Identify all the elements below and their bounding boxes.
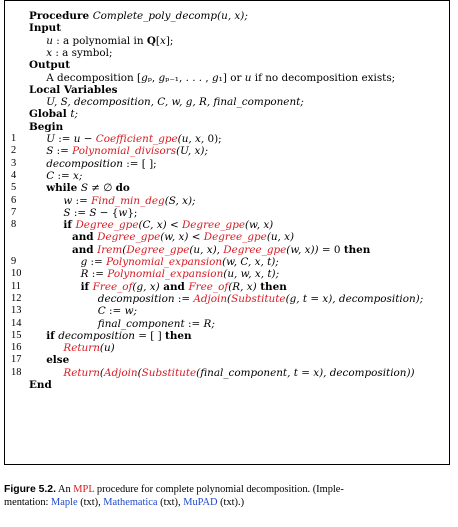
- line-body: [46, 145, 208, 157]
- code-token: Q: [146, 34, 156, 47]
- procedure-link[interactable]: Coefficient_gpe: [95, 133, 178, 145]
- line-body: [98, 318, 215, 330]
- code-token: u: [244, 71, 252, 84]
- line-body: [29, 22, 61, 34]
- procedure-link[interactable]: Return: [63, 342, 100, 355]
- code-token: decomposition: [97, 292, 175, 305]
- mathematica-link[interactable]: Mathematica: [103, 497, 158, 508]
- line-body: [46, 96, 304, 108]
- code-token: x: [46, 46, 53, 59]
- code-token: ];: [165, 34, 174, 47]
- code-token: (final_component,: [196, 366, 294, 379]
- line-number: 8: [11, 219, 17, 231]
- procedure-link[interactable]: Adjoin: [193, 292, 228, 305]
- code-token: :=: [184, 317, 204, 330]
- procedure-link[interactable]: Return: [63, 366, 100, 379]
- line-body: [63, 342, 114, 354]
- line-body: [46, 170, 82, 182]
- figure-label: Figure 5.2.: [4, 484, 56, 495]
- code-token: (u, x);: [217, 10, 248, 22]
- mupad-link[interactable]: MuPAD: [183, 497, 218, 508]
- procedure-link[interactable]: Polynomial_divisors: [72, 145, 177, 158]
- code-token: Output: [29, 59, 71, 72]
- line-body: [98, 305, 137, 317]
- code-token: and: [72, 231, 98, 244]
- line-number: 15: [11, 329, 22, 341]
- code-token: (w, x)): [286, 243, 319, 256]
- procedure-listing: [5, 1, 449, 464]
- code-token: (u, x,: [177, 133, 208, 145]
- code-token: (: [99, 366, 104, 379]
- code-token: and: [159, 280, 189, 293]
- code-token: S: [63, 206, 71, 219]
- code-token: C: [46, 169, 55, 182]
- code-token: ₁] or: [218, 71, 245, 84]
- line-body: [46, 330, 191, 342]
- code-token: Complete_poly_decomp: [92, 10, 218, 22]
- procedure-link[interactable]: Free_of: [188, 280, 229, 293]
- code-token: :=: [174, 292, 194, 305]
- line-body: [46, 158, 156, 170]
- code-token: (w, C, x, t);: [222, 256, 279, 268]
- line-number: 11: [11, 280, 22, 292]
- code-token: and: [72, 243, 98, 256]
- code-token: u: [46, 34, 53, 47]
- code-token: = [ ]: [134, 329, 166, 342]
- code-token: :=: [88, 268, 108, 281]
- code-token: Begin: [29, 120, 64, 133]
- code-token: Procedure: [29, 10, 93, 22]
- code-token: then: [165, 329, 192, 342]
- code-token: decomposition: [46, 157, 123, 170]
- code-token: (u, x),: [189, 243, 224, 256]
- code-token: decomposition: [58, 329, 135, 342]
- line-body: [29, 108, 78, 120]
- procedure-link[interactable]: Find_min_deg: [91, 194, 165, 207]
- procedure-link[interactable]: Polynomial_expansion: [106, 256, 223, 268]
- code-token: x;: [72, 169, 83, 182]
- procedure-link[interactable]: Degree_gpe: [126, 243, 190, 256]
- algorithm-frame: [4, 0, 450, 465]
- caption-text: mentation:: [4, 497, 52, 508]
- code-token: R;: [203, 317, 215, 330]
- code-token: then: [343, 243, 371, 256]
- code-token: C: [97, 305, 106, 318]
- line-body: [63, 195, 195, 207]
- procedure-link[interactable]: Irem: [97, 243, 123, 256]
- line-number: 2: [11, 145, 17, 157]
- code-token: w: [63, 194, 73, 207]
- code-token: :=: [105, 305, 125, 318]
- line-number: 17: [11, 354, 22, 366]
- code-token: if no decomposition exists;: [251, 71, 396, 84]
- procedure-link[interactable]: Polynomial_expansion: [107, 268, 224, 281]
- code-token: 0);: [207, 133, 222, 145]
- code-token: A decomposition [: [46, 71, 142, 84]
- code-token: Input: [29, 22, 62, 35]
- code-token: :=: [54, 169, 73, 182]
- line-body: [81, 281, 287, 293]
- line-body: [98, 293, 423, 305]
- line-number: 1: [11, 133, 17, 144]
- code-token: do: [115, 182, 130, 195]
- code-token: <: [166, 219, 182, 232]
- caption-text: An: [55, 484, 74, 495]
- line-body: [29, 59, 70, 71]
- code-token: while: [46, 182, 81, 195]
- procedure-link[interactable]: Degree_gpe: [203, 231, 267, 244]
- line-number: 16: [11, 342, 22, 354]
- procedure-link[interactable]: Substitute: [231, 292, 286, 305]
- line-number: 4: [11, 169, 17, 181]
- line-body: [63, 367, 414, 379]
- line-body: [46, 47, 112, 59]
- procedure-link[interactable]: Adjoin: [103, 366, 138, 379]
- code-token: g: [158, 71, 166, 84]
- code-token: (U, x);: [176, 145, 208, 158]
- line-body: [81, 268, 280, 280]
- line-number: 5: [11, 182, 17, 194]
- code-token: final_component: [97, 317, 185, 330]
- code-token: := [ ];: [122, 157, 157, 170]
- code-token: End: [29, 379, 52, 391]
- caption-text: (txt),: [77, 497, 104, 508]
- line-body: [29, 84, 118, 96]
- line-number: 10: [11, 268, 22, 280]
- code-token: g: [212, 71, 219, 84]
- code-token: (R, x): [228, 280, 257, 293]
- code-token: :=: [70, 206, 90, 219]
- code-token: (w, x): [245, 219, 274, 232]
- code-token: ₚ₋₁, . . . ,: [165, 71, 213, 84]
- code-token: (u): [99, 342, 115, 355]
- code-token: S: [80, 182, 88, 195]
- code-token: Global: [29, 108, 71, 121]
- code-token: (S, x);: [164, 194, 196, 207]
- code-token: g: [141, 71, 148, 84]
- code-token: w;: [124, 305, 137, 318]
- code-token: decomposition);: [338, 292, 424, 305]
- line-number: 18: [11, 366, 22, 378]
- code-token: = 0: [318, 243, 344, 256]
- code-token: :=: [87, 256, 107, 268]
- line-number: 7: [11, 206, 17, 218]
- line-body: [72, 231, 294, 243]
- code-token: decomposition)): [329, 366, 415, 379]
- code-token: − {: [96, 206, 119, 219]
- procedure-link[interactable]: Degree_gpe: [181, 219, 245, 232]
- line-body: [46, 182, 130, 194]
- code-token: (C, x): [138, 219, 167, 232]
- code-token: (u, x): [266, 231, 295, 244]
- line-body: [46, 133, 221, 145]
- figure-caption: [4, 483, 450, 509]
- code-token: U, S, decomposition, C, w, g, R, final_component;: [46, 96, 304, 109]
- code-token: w: [118, 206, 128, 219]
- code-token: (g, x): [132, 280, 160, 293]
- line-body: [72, 244, 370, 256]
- code-token: t;: [70, 108, 79, 121]
- procedure-link[interactable]: Degree_gpe: [223, 243, 287, 256]
- line-body: [63, 219, 273, 231]
- procedure-link[interactable]: Substitute: [141, 366, 197, 379]
- line-body: [81, 256, 279, 268]
- code-token: Local Variables: [29, 83, 118, 96]
- caption-text: procedure for complete polynomial decomposition. (Imple-: [94, 484, 344, 495]
- code-token: t = x),: [293, 366, 330, 379]
- line-body: [46, 35, 173, 47]
- code-token: (: [122, 243, 127, 256]
- code-token: S: [89, 206, 97, 219]
- line-number: 14: [11, 317, 22, 329]
- line-body: [29, 379, 52, 391]
- code-token: −: [80, 133, 96, 145]
- procedure-link[interactable]: Degree_gpe: [97, 231, 161, 244]
- line-body: [29, 121, 63, 133]
- code-token: (: [137, 366, 142, 379]
- code-token: ₚ,: [147, 71, 159, 84]
- code-token: (u, w, x, t);: [223, 268, 280, 281]
- mpl-link[interactable]: MPL: [73, 484, 95, 495]
- maple-link[interactable]: Maple: [51, 497, 78, 508]
- line-body: [46, 72, 395, 84]
- code-token: if: [80, 280, 93, 293]
- line-body: [46, 354, 69, 366]
- code-token: (w, x): [160, 231, 189, 244]
- code-token: else: [46, 354, 70, 367]
- line-body: [63, 207, 137, 219]
- code-token: (g, t = x),: [285, 292, 339, 305]
- code-token: then: [256, 280, 287, 293]
- code-token: <: [188, 231, 204, 244]
- code-token: if: [46, 329, 59, 342]
- code-token: : a polynomial in: [52, 34, 147, 47]
- code-token: S: [46, 145, 54, 158]
- caption-text: (txt).): [217, 497, 245, 508]
- procedure-link[interactable]: Free_of: [92, 280, 133, 293]
- code-token: (: [227, 292, 232, 305]
- line-number: 13: [11, 305, 22, 317]
- code-token: [: [155, 34, 160, 47]
- line-body: [29, 10, 248, 22]
- code-token: R: [80, 268, 89, 281]
- procedure-link[interactable]: Degree_gpe: [75, 219, 139, 232]
- line-number: 12: [11, 292, 22, 304]
- line-number: 6: [11, 194, 17, 206]
- code-token: u: [73, 133, 81, 145]
- code-token: : a symbol;: [52, 46, 113, 59]
- code-token: :=: [72, 194, 92, 207]
- caption-text: (txt),: [157, 497, 184, 508]
- code-token: g: [80, 256, 88, 268]
- code-token: U: [46, 133, 55, 145]
- code-token: :=: [53, 145, 73, 158]
- code-token: :=: [54, 133, 74, 145]
- code-token: };: [127, 206, 138, 219]
- code-token: ≠ ∅: [87, 182, 116, 195]
- code-token: x: [159, 34, 166, 47]
- code-token: if: [63, 219, 76, 232]
- line-number: 3: [11, 157, 17, 169]
- line-number: 9: [11, 256, 17, 267]
